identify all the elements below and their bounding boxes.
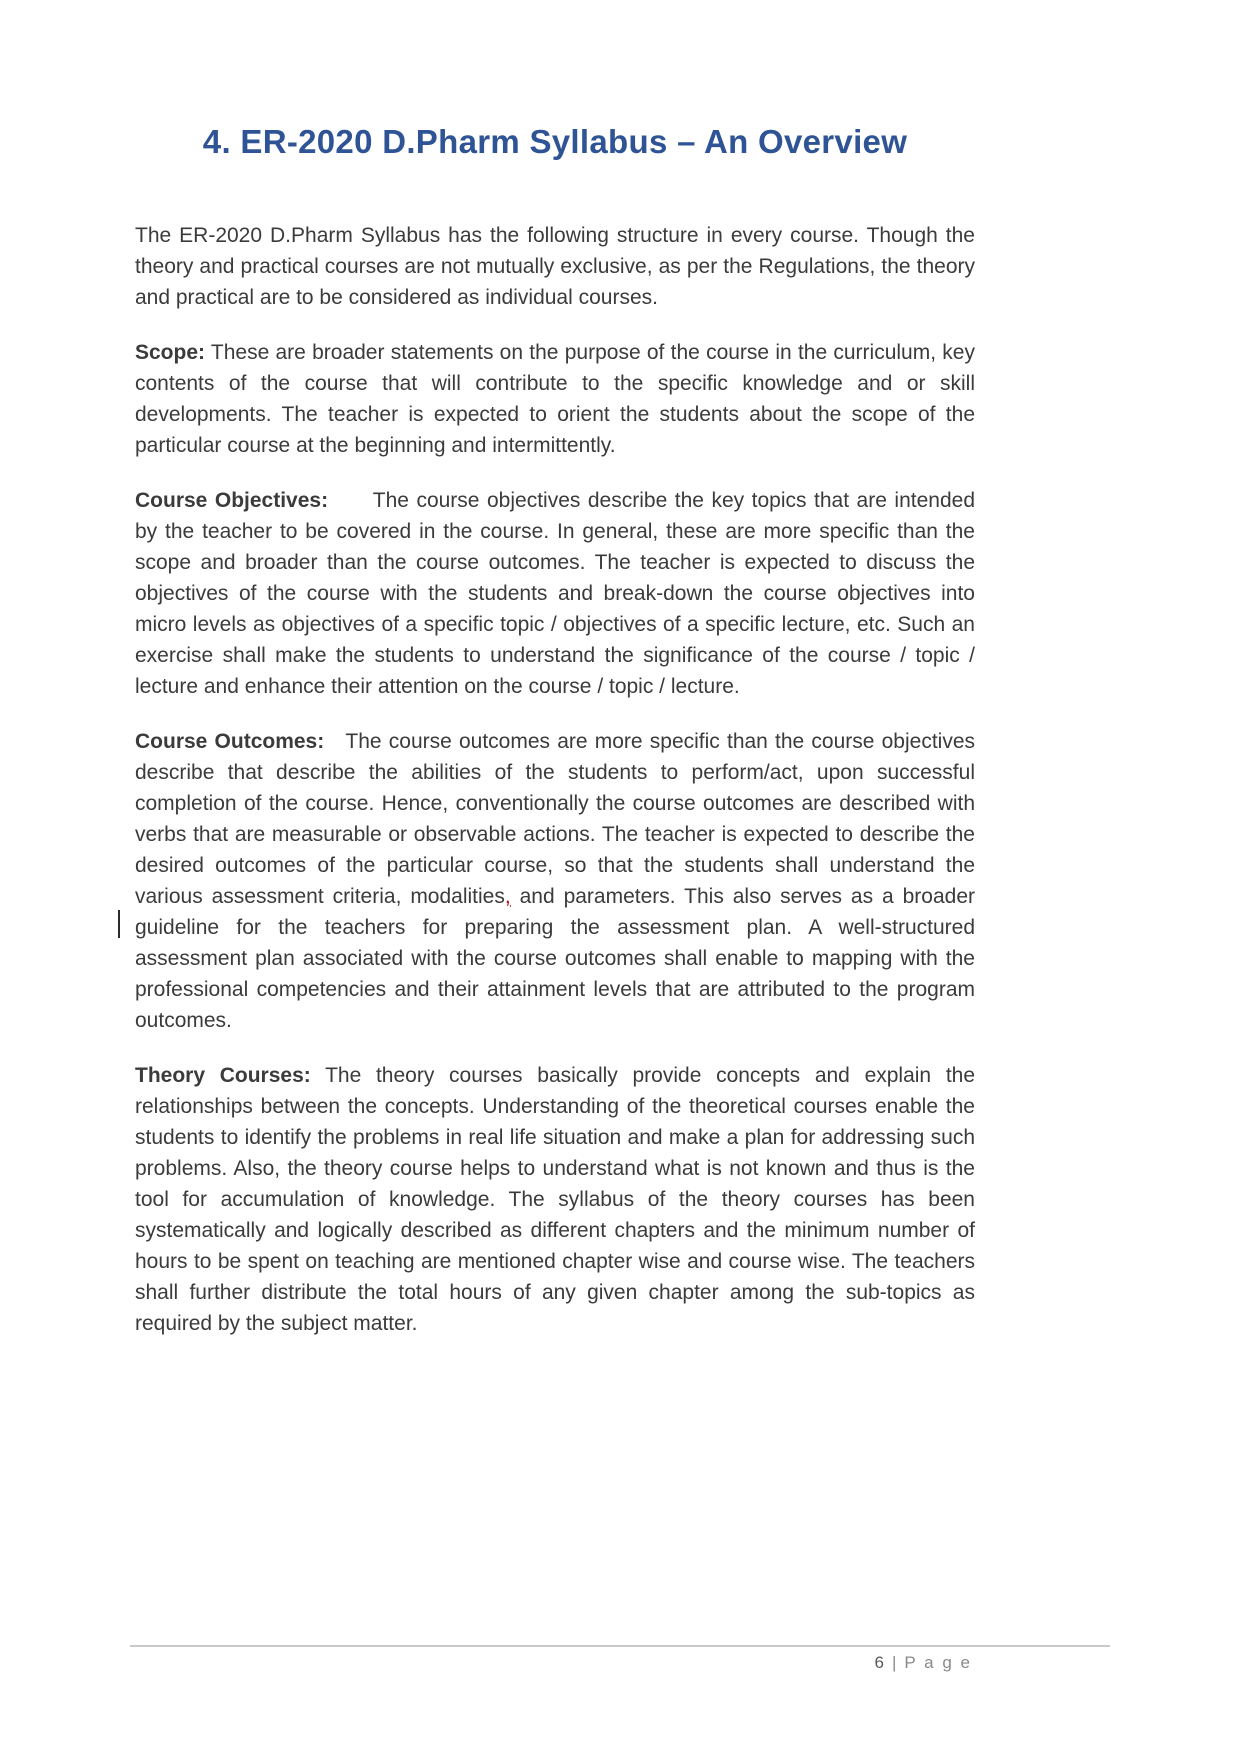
tracked-change-bar [118,910,120,938]
paragraph-intro-text: The ER-2020 D.Pharm Syllabus has the following structure in every course. Though the theory and practical courses are not mutually exclusive, as per the Regulations, the theory and practical are to be considered as individual courses. [135,224,975,309]
page-number-value: 6 [874,1653,886,1672]
section-label-theory-courses: Theory Courses: [135,1064,311,1087]
paragraph-course-outcomes-text-after: and parameters. This also serves as a broader guideline for the teachers for preparing the assessment plan. A well-structured assessment plan associated with the course outcomes shall enable to mapping with the professional competencies and their attainment levels that are attributed to the program outcomes. [135,885,975,1032]
page-number-label: P a g e [904,1653,972,1672]
paragraph-course-outcomes-text-before: The course outcomes are more specific than the course objectives describe that describe the abilities of the students to perform/act, upon successful completion of the course. Hence, conventionally the course outcomes are described with verbs that are measurable or observable actions. The teacher is expected to describe the desired outcomes of the particular course, so that the students shall understand the various assessment criteria, modalities [135,730,976,908]
paragraph-course-objectives-text: The course objectives describe the key topics that are intended by the teacher to be covered in the course. In general, these are more specific than the scope and broader than the course outcomes. The teacher is expected to discuss the objectives of the course with the students and break-down the course objectives into micro levels as objectives of a specific topic / objectives of a specific lecture, etc. Such an exercise shall make the students to understand the significance of the course / topic / lecture and enhance their attention on the course / topic / lecture. [135,489,975,698]
document-content [135,0,975,1363]
section-label-course-objectives: Course Objectives: [135,489,329,512]
section-label-course-outcomes: Course Outcomes: [135,730,325,753]
paragraph-scope [135,337,975,461]
paragraph-course-objectives [135,485,975,702]
page-number-separator: | [892,1653,899,1672]
section-label-scope: Scope: [135,341,206,364]
page-number [130,1653,1110,1673]
paragraph-intro [135,220,975,313]
paragraph-scope-text: These are broader statements on the purpose of the course in the curriculum, key contents of the course that will contribute to the specific knowledge and or skill developments. The teacher is expected to orient the students about the scope of the particular course at the beginning and intermittently. [135,341,975,457]
page-title: 4. ER-2020 D.Pharm Syllabus – An Overview [202,123,908,160]
tracked-change-comma: , [504,885,511,908]
page-footer [130,1645,1110,1673]
paragraph-theory-courses [135,1060,975,1339]
paragraph-course-outcomes [135,726,975,1036]
paragraph-theory-courses-text: The theory courses basically provide concepts and explain the relationships between the concepts. Understanding of the theoretical courses enable the students to identify the problems in real life situation and make a plan for addressing such problems. Also, the theory course helps to understand what is not known and thus is the tool for accumulation of knowledge. The syllabus of the theory courses has been systematically and logically described as different chapters and the minimum number of hours to be spent on teaching are mentioned chapter wise and course wise. The teachers shall further distribute the total hours of any given chapter among the sub-topics as required by the subject matter. [135,1064,976,1335]
